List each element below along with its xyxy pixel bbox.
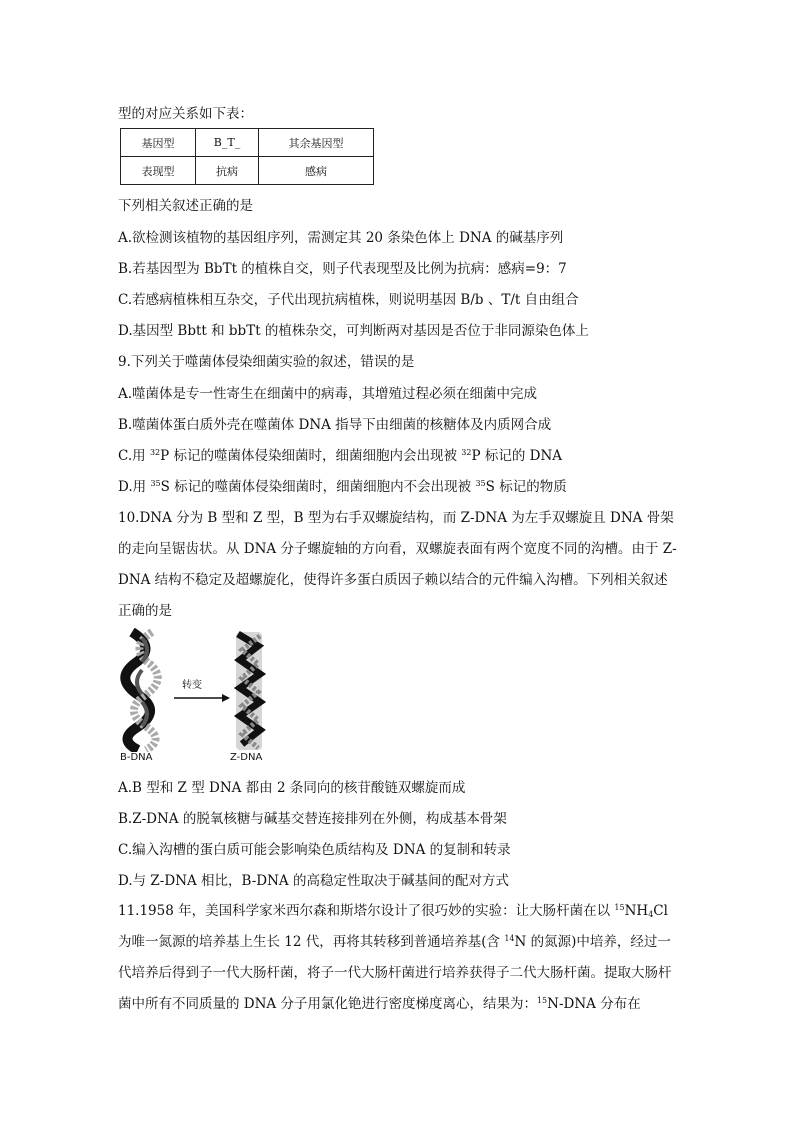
q8-option-d: D.基因型 Bbtt 和 bbTt 的植株杂交，可判断两对基因是否位于非同源染色体上 — [118, 323, 589, 339]
transition-arrow — [174, 694, 230, 702]
table-row — [121, 157, 374, 185]
table-cell: 感病 — [259, 157, 374, 185]
q10-option-c: C.编入沟槽的蛋白质可能会影响染色质结构及 DNA 的复制和转录 — [118, 842, 511, 858]
table-cell: 抗病 — [196, 157, 259, 185]
q9-stem: 9.下列关于噬菌体侵染细菌实验的叙述，错误的是 — [118, 354, 415, 370]
q9-option-c: C.用 $^{32}$P 标记的噬菌体侵染细菌时，细菌细胞内会出现被 $^{32}$P 标记的 DNA — [118, 448, 563, 464]
intro-text: 型的对应关系如下表： — [118, 106, 253, 122]
z-dna-label: Z-DNA — [230, 752, 263, 763]
b-dna-helix — [125, 632, 157, 750]
q9-option-d: D.用 $^{35}$S 标记的噬菌体侵染细菌时，细菌细胞内不会出现被 $^{35}$S 标记的物质 — [118, 479, 567, 495]
z-dna-helix — [236, 632, 262, 750]
q8-option-b: B.若基因型为 BbTt 的植株自交，则子代表现型及比例为抗病：感病=9：7 — [118, 261, 567, 277]
q8-option-c: C.若感病植株相互杂交，子代出现抗病植株，则说明基因 B/b 、T/t 自由组合 — [118, 292, 579, 308]
q10-stem: 10.DNA 分为 B 型和 Z 型，B 型为右手双螺旋结构，而 Z-DNA 为左手双螺旋且 DNA 骨架的走向呈锯齿状。从 DNA 分子螺旋轴的方向看，双螺旋表面有两个宽度不同的沟槽。由于 Z-DNA 结构不稳定及超螺旋化，使得许多蛋白质因子赖以结合的元件编入沟槽。下列相关叙述正确的是 — [118, 510, 677, 619]
table-row — [121, 129, 374, 157]
q11-stem: 11.1958 年，美国科学家米西尔森和斯塔尔设计了很巧妙的实验：让大肠杆菌在以 $^{15}NH_4Cl$ 为唯一氮源的培养基上生长 12 代，再将其转移到普通培养基(含 $^{14}$N 的氮源)中培养，经过一代培养后得到子一代大肠杆菌，将子一代大肠杆菌进行培养获得子二代大肠杆菌。提取大肠杆菌中所有不同质量的 DNA 分子用氯化铯进行密度梯度离心，结果为：$^{15}$N-DNA 分布在 — [118, 903, 672, 1012]
dna-illustration — [118, 628, 286, 752]
q9-option-b: B.噬菌体蛋白质外壳在噬菌体 DNA 指导下由细菌的核糖体及内质网合成 — [118, 417, 552, 433]
q9-option-a: A.噬菌体是专一性寄生在细菌中的病毒，其增殖过程必须在细菌中完成 — [118, 386, 538, 402]
q8-option-a: A.欲检测该植物的基因组序列，需测定其 20 条染色体上 DNA 的碱基序列 — [118, 230, 564, 246]
b-dna-label: B-DNA — [120, 752, 153, 763]
table-cell: 基因型 — [121, 129, 196, 157]
q10-option-d: D.与 Z-DNA 相比，B-DNA 的高稳定性取决于碱基间的配对方式 — [118, 873, 509, 889]
arrow-label: 转变 — [182, 680, 202, 691]
q8-stem: 下列相关叙述正确的是 — [118, 198, 253, 214]
table-cell: 其余基因型 — [259, 129, 374, 157]
table-cell: B_T_ — [196, 129, 259, 157]
dna-figure — [118, 628, 286, 766]
table-cell: 表现型 — [121, 157, 196, 185]
q10-option-b: B.Z-DNA 的脱氧核糖与碱基交替连接排列在外侧，构成基本骨架 — [118, 811, 507, 827]
genotype-table — [120, 128, 374, 185]
q10-option-a: A.B 型和 Z 型 DNA 都由 2 条同向的核苷酸链双螺旋而成 — [118, 780, 466, 796]
